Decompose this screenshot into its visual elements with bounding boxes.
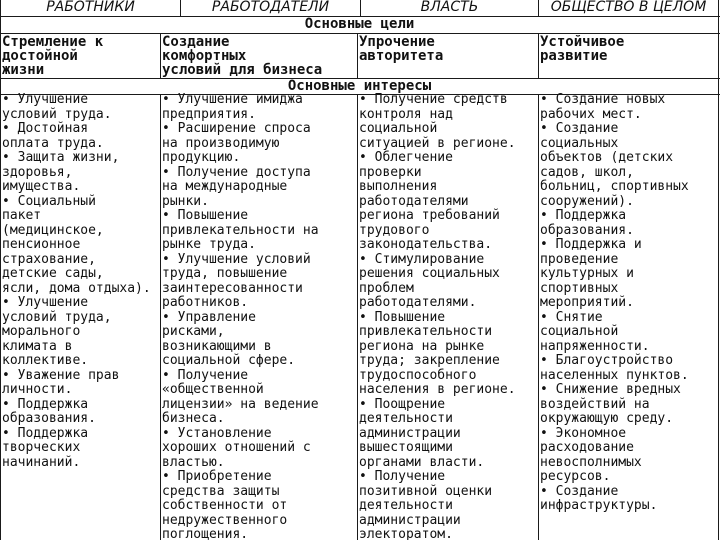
right-border [718,0,719,540]
column-header-society: ОБЩЕСТВО В ЦЕЛОМ [550,0,707,15]
interests-society: • Создание новых рабочих мест. • Создание социальных объектов (детских садов, школ, больниц, спортивных сооружений). • Поддержка образования. • Поддержка и проведение культурных и спортивных мероприятий. • Снятие социальной напряженности. • Благоустройство населенных пунктов. • Снижение вредных воздействий на окружающую среду. • Экономное расходование невосполнимых ресурсов. • Создание инфраструктуры. [540,93,689,513]
goal-workers: Стремление к достойной жизни [2,35,104,78]
interests-authorities: • Получение средств контроля над социальной ситуацией в регионе. • Облегчение проверки выполнения работодателями региона требований трудового законодательства. • Стимулирование решения социальных проблем работодателями. • Повышение привлекательности региона на рынке труда; закрепление трудоспособного населения в регионе. • Поощрение деятельности администрации вышестоящими органами власти. • Получение позитивной оценки деятельности администрации электоратом. [359,93,516,540]
column-header-workers: РАБОТНИКИ [46,0,135,15]
interests-workers: • Улучшение условий труда. • Достойная оплата труда. • Защита жизни, здоровья, имущества. • Социальный пакет (медицинское, пенсионное страхование, детские сады, ясли, дома отдыха). • Улучшение условий труда, морального климата в коллективе. • Уважение прав личности. • Поддержка образования. • Поддержка творческих начинаний. [2,93,151,470]
section-title-goals: Основные цели [304,17,415,32]
col-sep-1-goals [160,33,161,79]
interests-employers: • Улучшение имиджа предприятия. • Расширение спроса на производимую продукцию. • Получение доступа на международные рынки. • Повышение привлекательности на рынке труда. • Улучшение условий труда, повышение заинтересованности работников. • Управление рисками, возникающими в социальной сфере. • Получение «общественной лицензии» на ведение бизнеса. • Установление хороших отношений с властью. • Приобретение средства защиты собственности от недружественного поглощения. [162,93,319,540]
goals-title-bottom-line [0,33,720,34]
goal-employers: Создание комфортных условий для бизнеса [162,35,323,78]
goal-authorities: Упрочение авторитета [359,35,444,64]
col-sep-3-interests [538,94,539,540]
col-sep-1-interests [160,94,161,540]
column-header-authorities: ВЛАСТЬ [420,0,479,15]
col-sep-2-goals [357,33,358,79]
column-header-employers: РАБОТОДАТЕЛИ [211,0,330,15]
col-sep-2-interests [357,94,358,540]
col-sep-3-goals [538,33,539,79]
goal-society: Устойчивое развитие [540,35,625,64]
section-title-interests: Основные интересы [287,79,432,94]
